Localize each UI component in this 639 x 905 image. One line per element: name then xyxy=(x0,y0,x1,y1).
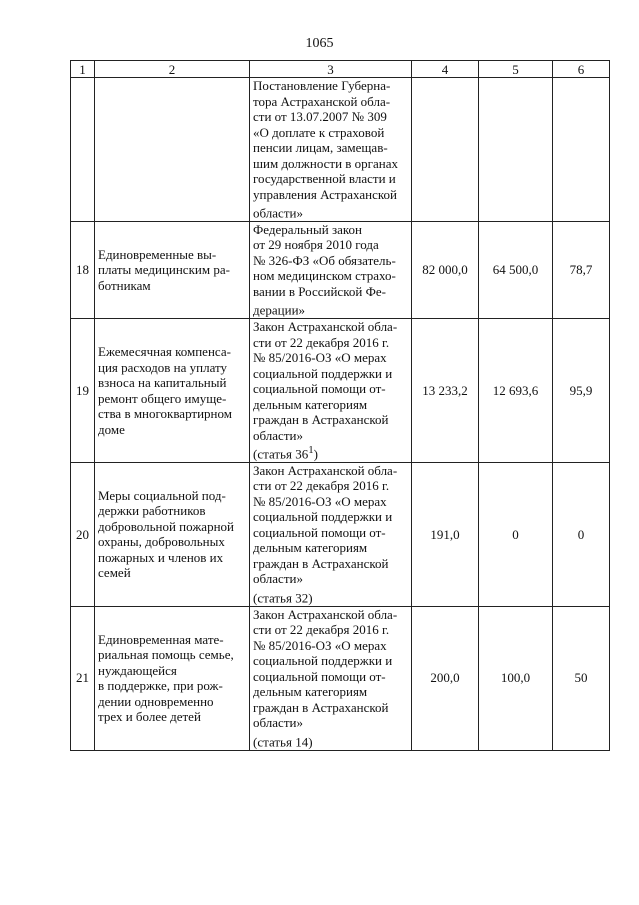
row-basis-cell xyxy=(250,462,412,606)
row-value-col5: 0 xyxy=(479,462,553,606)
row-basis-cell xyxy=(250,606,412,750)
row-basis-cell xyxy=(250,319,412,463)
header-cell: 6 xyxy=(553,61,610,78)
row-name: Ежемесячная компенса- ция расходов на уплату взноса на капитальный ремонт общего имуще- ства в многоквартирном доме xyxy=(95,319,250,463)
row-value-col6: 95,9 xyxy=(553,319,610,463)
row-value-col4 xyxy=(412,78,479,222)
row-basis-cell xyxy=(250,221,412,318)
data-table xyxy=(70,60,610,751)
row-value-col4: 200,0 xyxy=(412,606,479,750)
row-name xyxy=(95,78,250,222)
row-value-col4: 82 000,0 xyxy=(412,221,479,318)
row-basis: Постановление Губерна- тора Астраханской обла- сти от 13.07.2007 № 309 «О доплате к страховой пенсии лицам, замещав- шим должности в органах государственной власти и управления Астраханской области» xyxy=(253,78,399,221)
row-value-col5: 12 693,6 xyxy=(479,319,553,463)
row-number xyxy=(71,78,95,222)
row-value-col4: 13 233,2 xyxy=(412,319,479,463)
row-name: Единовременные вы- платы медицинским ра- ботникам xyxy=(95,221,250,318)
row-basis: Закон Астраханской обла- сти от 22 декабря 2016 г. № 85/2016-ОЗ «О мерах социальной поддержки и социальной помощи от- дельным категориям граждан в Астраханской области» (статья 32) xyxy=(253,462,398,606)
row-value-col5: 64 500,0 xyxy=(479,221,553,318)
row-value-col5: 100,0 xyxy=(479,606,553,750)
row-basis-end: ) xyxy=(313,446,318,462)
header-cell: 1 xyxy=(71,61,95,78)
row-basis: Федеральный закон от 29 ноября 2010 года № 326-ФЗ «Об обязатель- ном медицинском страхо- вании в Российской Фе- дерации» xyxy=(253,221,396,318)
table-row xyxy=(71,462,610,606)
row-name: Меры социальной под- держки работников добровольной пожарной охраны, добровольных пожарных и членов их семей xyxy=(95,462,250,606)
row-number: 18 xyxy=(71,221,95,318)
row-basis-cell xyxy=(250,78,412,222)
row-value-col5 xyxy=(479,78,553,222)
row-value-col6: 50 xyxy=(553,606,610,750)
row-value-col6 xyxy=(553,78,610,222)
header-cell: 4 xyxy=(412,61,479,78)
row-number: 21 xyxy=(71,606,95,750)
row-number: 19 xyxy=(71,319,95,463)
row-basis-superscript: 1 xyxy=(308,444,314,457)
header-cell: 2 xyxy=(95,61,250,78)
page-number: 1065 xyxy=(305,36,334,51)
row-value-col6: 0 xyxy=(553,462,610,606)
table-row xyxy=(71,319,610,463)
table-row xyxy=(71,606,610,750)
row-basis: Закон Астраханской обла- сти от 22 декабря 2016 г. № 85/2016-ОЗ «О мерах социальной поддержки и социальной помощи от- дельным категориям граждан в Астраханской области» (статья 14) xyxy=(253,606,398,750)
row-basis: Закон Астраханской обла- сти от 22 декабря 2016 г. № 85/2016-ОЗ «О мерах социальной поддержки и социальной помощи от- дельным категориям граждан в Астраханской области» (статья 36 xyxy=(253,319,398,462)
table-row xyxy=(71,221,610,318)
row-value-col6: 78,7 xyxy=(553,221,610,318)
row-number: 20 xyxy=(71,462,95,606)
header-cell: 5 xyxy=(479,61,553,78)
table-row xyxy=(71,78,610,222)
row-name: Единовременная мате- риальная помощь семье, нуждающейся в поддержке, при рож- дении одновременно трех и более детей xyxy=(95,606,250,750)
table-header-row xyxy=(71,61,610,78)
header-cell: 3 xyxy=(250,61,412,78)
row-value-col4: 191,0 xyxy=(412,462,479,606)
